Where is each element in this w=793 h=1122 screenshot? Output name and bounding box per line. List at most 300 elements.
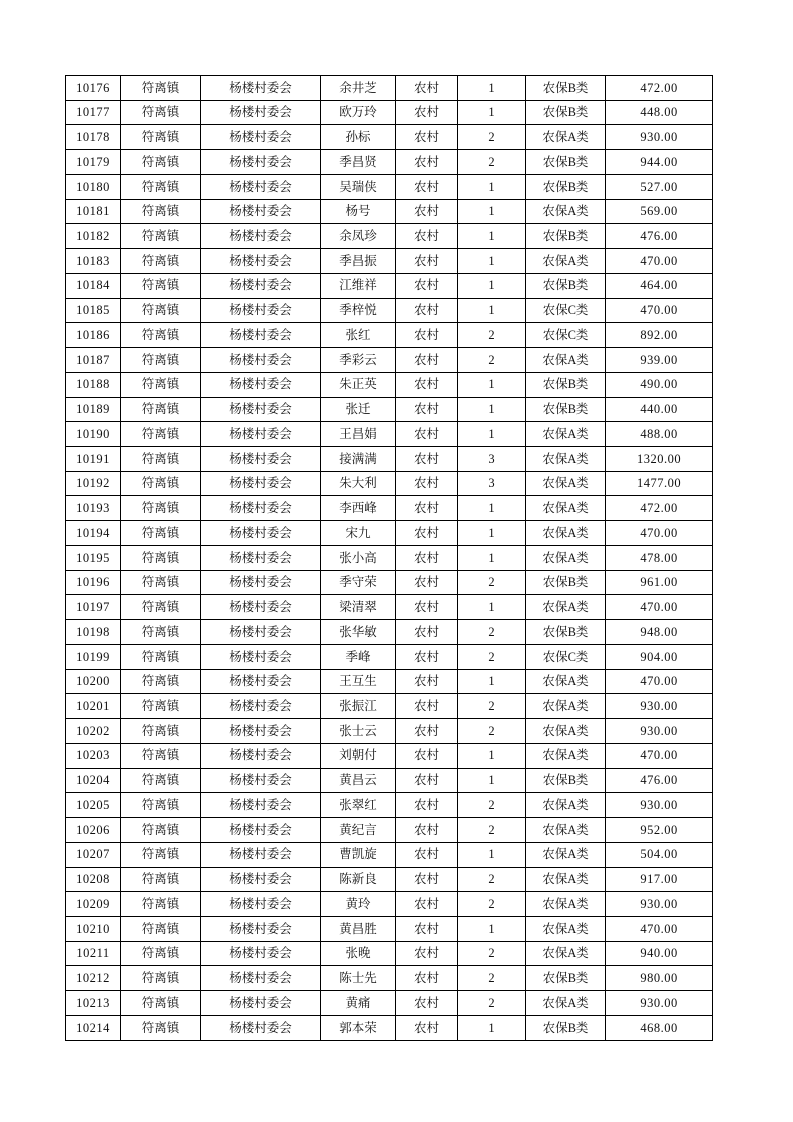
cell-name: 季昌贤 [321, 150, 396, 175]
cell-area_type: 农村 [396, 348, 458, 373]
cell-village: 杨楼村委会 [201, 818, 321, 843]
cell-category: 农保A类 [526, 842, 606, 867]
table-row [66, 545, 713, 570]
cell-town: 符离镇 [121, 249, 201, 274]
table-row [66, 941, 713, 966]
cell-id: 10190 [66, 422, 121, 447]
cell-amount: 1477.00 [606, 471, 713, 496]
table-row [66, 867, 713, 892]
cell-town: 符离镇 [121, 471, 201, 496]
cell-category: 农保B类 [526, 273, 606, 298]
cell-town: 符离镇 [121, 768, 201, 793]
cell-category: 农保A类 [526, 867, 606, 892]
cell-town: 符离镇 [121, 545, 201, 570]
cell-id: 10192 [66, 471, 121, 496]
table-row [66, 100, 713, 125]
cell-village: 杨楼村委会 [201, 521, 321, 546]
cell-category: 农保A类 [526, 669, 606, 694]
cell-area_type: 农村 [396, 719, 458, 744]
cell-area_type: 农村 [396, 570, 458, 595]
cell-town: 符离镇 [121, 323, 201, 348]
cell-count: 2 [458, 818, 526, 843]
cell-area_type: 农村 [396, 224, 458, 249]
cell-town: 符离镇 [121, 644, 201, 669]
cell-town: 符离镇 [121, 743, 201, 768]
cell-town: 符离镇 [121, 422, 201, 447]
cell-amount: 904.00 [606, 644, 713, 669]
table-row [66, 644, 713, 669]
cell-area_type: 农村 [396, 991, 458, 1016]
cell-category: 农保B类 [526, 570, 606, 595]
cell-town: 符离镇 [121, 669, 201, 694]
cell-count: 2 [458, 570, 526, 595]
cell-town: 符离镇 [121, 372, 201, 397]
cell-count: 1 [458, 768, 526, 793]
cell-category: 农保C类 [526, 644, 606, 669]
cell-area_type: 农村 [396, 471, 458, 496]
cell-name: 黄昌云 [321, 768, 396, 793]
cell-town: 符离镇 [121, 966, 201, 991]
cell-id: 10213 [66, 991, 121, 1016]
cell-name: 郭本荣 [321, 1015, 396, 1040]
cell-category: 农保A类 [526, 941, 606, 966]
cell-town: 符离镇 [121, 595, 201, 620]
cell-area_type: 农村 [396, 595, 458, 620]
cell-id: 10188 [66, 372, 121, 397]
cell-town: 符离镇 [121, 941, 201, 966]
cell-area_type: 农村 [396, 644, 458, 669]
table-row [66, 620, 713, 645]
cell-town: 符离镇 [121, 991, 201, 1016]
cell-village: 杨楼村委会 [201, 174, 321, 199]
cell-amount: 470.00 [606, 298, 713, 323]
cell-name: 朱大利 [321, 471, 396, 496]
cell-amount: 930.00 [606, 694, 713, 719]
cell-village: 杨楼村委会 [201, 298, 321, 323]
cell-village: 杨楼村委会 [201, 719, 321, 744]
cell-amount: 980.00 [606, 966, 713, 991]
cell-area_type: 农村 [396, 174, 458, 199]
cell-id: 10197 [66, 595, 121, 620]
cell-name: 黄纪言 [321, 818, 396, 843]
cell-name: 王昌娟 [321, 422, 396, 447]
cell-amount: 470.00 [606, 916, 713, 941]
cell-name: 吴瑞侠 [321, 174, 396, 199]
cell-id: 10201 [66, 694, 121, 719]
cell-village: 杨楼村委会 [201, 348, 321, 373]
cell-area_type: 农村 [396, 867, 458, 892]
cell-name: 杨号 [321, 199, 396, 224]
cell-id: 10203 [66, 743, 121, 768]
cell-area_type: 农村 [396, 694, 458, 719]
table-row [66, 348, 713, 373]
cell-town: 符离镇 [121, 397, 201, 422]
cell-name: 王互生 [321, 669, 396, 694]
cell-count: 2 [458, 620, 526, 645]
cell-count: 2 [458, 941, 526, 966]
cell-town: 符离镇 [121, 447, 201, 472]
cell-area_type: 农村 [396, 966, 458, 991]
cell-category: 农保B类 [526, 768, 606, 793]
cell-count: 1 [458, 595, 526, 620]
cell-amount: 939.00 [606, 348, 713, 373]
cell-area_type: 农村 [396, 793, 458, 818]
cell-amount: 1320.00 [606, 447, 713, 472]
cell-area_type: 农村 [396, 298, 458, 323]
cell-count: 2 [458, 719, 526, 744]
cell-category: 农保A类 [526, 447, 606, 472]
cell-count: 1 [458, 496, 526, 521]
table-row [66, 323, 713, 348]
cell-name: 余凤珍 [321, 224, 396, 249]
cell-id: 10182 [66, 224, 121, 249]
cell-count: 1 [458, 422, 526, 447]
cell-village: 杨楼村委会 [201, 743, 321, 768]
cell-town: 符离镇 [121, 842, 201, 867]
cell-area_type: 农村 [396, 941, 458, 966]
cell-id: 10209 [66, 892, 121, 917]
cell-name: 季守荣 [321, 570, 396, 595]
cell-amount: 478.00 [606, 545, 713, 570]
cell-id: 10187 [66, 348, 121, 373]
table-body [66, 76, 713, 1041]
cell-id: 10212 [66, 966, 121, 991]
table-row [66, 422, 713, 447]
cell-id: 10198 [66, 620, 121, 645]
cell-village: 杨楼村委会 [201, 966, 321, 991]
cell-category: 农保A类 [526, 125, 606, 150]
cell-town: 符离镇 [121, 224, 201, 249]
cell-name: 黄痛 [321, 991, 396, 1016]
cell-village: 杨楼村委会 [201, 669, 321, 694]
cell-amount: 476.00 [606, 224, 713, 249]
cell-category: 农保B类 [526, 372, 606, 397]
cell-town: 符离镇 [121, 496, 201, 521]
cell-amount: 468.00 [606, 1015, 713, 1040]
cell-town: 符离镇 [121, 620, 201, 645]
table-row [66, 991, 713, 1016]
cell-amount: 961.00 [606, 570, 713, 595]
cell-name: 欧万玲 [321, 100, 396, 125]
cell-area_type: 农村 [396, 521, 458, 546]
cell-name: 张迁 [321, 397, 396, 422]
cell-name: 刘朝付 [321, 743, 396, 768]
cell-category: 农保C类 [526, 298, 606, 323]
cell-area_type: 农村 [396, 669, 458, 694]
table-row [66, 76, 713, 101]
cell-id: 10193 [66, 496, 121, 521]
cell-count: 1 [458, 174, 526, 199]
table-row [66, 521, 713, 546]
cell-amount: 930.00 [606, 125, 713, 150]
table-row [66, 249, 713, 274]
table-row [66, 447, 713, 472]
table-row [66, 125, 713, 150]
cell-id: 10200 [66, 669, 121, 694]
cell-village: 杨楼村委会 [201, 1015, 321, 1040]
cell-amount: 930.00 [606, 793, 713, 818]
cell-category: 农保A类 [526, 422, 606, 447]
cell-amount: 930.00 [606, 991, 713, 1016]
cell-amount: 940.00 [606, 941, 713, 966]
cell-town: 符离镇 [121, 916, 201, 941]
cell-village: 杨楼村委会 [201, 768, 321, 793]
table-row [66, 595, 713, 620]
cell-name: 张华敏 [321, 620, 396, 645]
table-row [66, 768, 713, 793]
cell-village: 杨楼村委会 [201, 100, 321, 125]
cell-village: 杨楼村委会 [201, 150, 321, 175]
cell-name: 孙标 [321, 125, 396, 150]
cell-town: 符离镇 [121, 199, 201, 224]
cell-count: 1 [458, 743, 526, 768]
cell-id: 10177 [66, 100, 121, 125]
cell-count: 2 [458, 991, 526, 1016]
cell-category: 农保A类 [526, 743, 606, 768]
cell-amount: 490.00 [606, 372, 713, 397]
cell-count: 2 [458, 793, 526, 818]
cell-village: 杨楼村委会 [201, 397, 321, 422]
cell-name: 黄昌胜 [321, 916, 396, 941]
cell-town: 符离镇 [121, 1015, 201, 1040]
cell-village: 杨楼村委会 [201, 471, 321, 496]
cell-area_type: 农村 [396, 199, 458, 224]
cell-village: 杨楼村委会 [201, 595, 321, 620]
cell-category: 农保A类 [526, 892, 606, 917]
cell-name: 余井芝 [321, 76, 396, 101]
cell-id: 10202 [66, 719, 121, 744]
cell-amount: 952.00 [606, 818, 713, 843]
cell-category: 农保B类 [526, 1015, 606, 1040]
cell-area_type: 农村 [396, 249, 458, 274]
cell-amount: 476.00 [606, 768, 713, 793]
cell-category: 农保B类 [526, 397, 606, 422]
cell-category: 农保B类 [526, 174, 606, 199]
table-row [66, 966, 713, 991]
table-row [66, 496, 713, 521]
cell-town: 符离镇 [121, 125, 201, 150]
cell-category: 农保A类 [526, 249, 606, 274]
cell-count: 1 [458, 545, 526, 570]
cell-name: 黄玲 [321, 892, 396, 917]
cell-area_type: 农村 [396, 323, 458, 348]
cell-town: 符离镇 [121, 150, 201, 175]
cell-village: 杨楼村委会 [201, 76, 321, 101]
cell-id: 10184 [66, 273, 121, 298]
cell-town: 符离镇 [121, 174, 201, 199]
cell-category: 农保B类 [526, 966, 606, 991]
cell-area_type: 农村 [396, 150, 458, 175]
table-row [66, 570, 713, 595]
cell-town: 符离镇 [121, 76, 201, 101]
cell-name: 朱正英 [321, 372, 396, 397]
cell-id: 10210 [66, 916, 121, 941]
table-row [66, 273, 713, 298]
cell-town: 符离镇 [121, 521, 201, 546]
cell-id: 10185 [66, 298, 121, 323]
cell-amount: 944.00 [606, 150, 713, 175]
cell-id: 10191 [66, 447, 121, 472]
table-row [66, 669, 713, 694]
cell-category: 农保A类 [526, 916, 606, 941]
cell-name: 接满满 [321, 447, 396, 472]
cell-amount: 472.00 [606, 496, 713, 521]
cell-area_type: 农村 [396, 818, 458, 843]
cell-id: 10178 [66, 125, 121, 150]
cell-id: 10205 [66, 793, 121, 818]
cell-village: 杨楼村委会 [201, 916, 321, 941]
cell-village: 杨楼村委会 [201, 545, 321, 570]
cell-name: 季梓悦 [321, 298, 396, 323]
cell-category: 农保B类 [526, 100, 606, 125]
cell-category: 农保B类 [526, 620, 606, 645]
payment-table [65, 75, 713, 1041]
table-row [66, 793, 713, 818]
cell-id: 10214 [66, 1015, 121, 1040]
cell-id: 10208 [66, 867, 121, 892]
cell-area_type: 农村 [396, 76, 458, 101]
table-row [66, 892, 713, 917]
cell-village: 杨楼村委会 [201, 447, 321, 472]
cell-village: 杨楼村委会 [201, 372, 321, 397]
cell-count: 3 [458, 447, 526, 472]
table-row [66, 1015, 713, 1040]
cell-category: 农保B类 [526, 224, 606, 249]
cell-category: 农保A类 [526, 793, 606, 818]
cell-area_type: 农村 [396, 100, 458, 125]
cell-village: 杨楼村委会 [201, 125, 321, 150]
cell-id: 10196 [66, 570, 121, 595]
cell-town: 符离镇 [121, 694, 201, 719]
cell-area_type: 农村 [396, 422, 458, 447]
cell-id: 10194 [66, 521, 121, 546]
cell-town: 符离镇 [121, 719, 201, 744]
cell-town: 符离镇 [121, 867, 201, 892]
cell-village: 杨楼村委会 [201, 694, 321, 719]
cell-area_type: 农村 [396, 1015, 458, 1040]
cell-count: 1 [458, 521, 526, 546]
cell-count: 1 [458, 298, 526, 323]
cell-count: 1 [458, 1015, 526, 1040]
table-row [66, 224, 713, 249]
cell-category: 农保B类 [526, 150, 606, 175]
cell-count: 1 [458, 76, 526, 101]
cell-count: 2 [458, 644, 526, 669]
cell-amount: 504.00 [606, 842, 713, 867]
cell-area_type: 农村 [396, 372, 458, 397]
table-row [66, 372, 713, 397]
cell-town: 符离镇 [121, 298, 201, 323]
cell-amount: 470.00 [606, 521, 713, 546]
cell-id: 10183 [66, 249, 121, 274]
table-row [66, 719, 713, 744]
cell-amount: 448.00 [606, 100, 713, 125]
cell-count: 2 [458, 125, 526, 150]
table-row [66, 150, 713, 175]
cell-id: 10180 [66, 174, 121, 199]
cell-town: 符离镇 [121, 100, 201, 125]
cell-town: 符离镇 [121, 818, 201, 843]
cell-category: 农保A类 [526, 545, 606, 570]
cell-village: 杨楼村委会 [201, 422, 321, 447]
cell-count: 2 [458, 150, 526, 175]
table-row [66, 818, 713, 843]
cell-amount: 470.00 [606, 249, 713, 274]
cell-count: 1 [458, 397, 526, 422]
cell-amount: 569.00 [606, 199, 713, 224]
cell-area_type: 农村 [396, 916, 458, 941]
cell-village: 杨楼村委会 [201, 867, 321, 892]
cell-id: 10199 [66, 644, 121, 669]
cell-id: 10207 [66, 842, 121, 867]
cell-amount: 930.00 [606, 719, 713, 744]
cell-name: 江维祥 [321, 273, 396, 298]
cell-count: 1 [458, 273, 526, 298]
cell-name: 张翠红 [321, 793, 396, 818]
cell-category: 农保C类 [526, 323, 606, 348]
cell-category: 农保A类 [526, 521, 606, 546]
cell-town: 符离镇 [121, 892, 201, 917]
table-row [66, 199, 713, 224]
table-row [66, 397, 713, 422]
cell-count: 1 [458, 916, 526, 941]
cell-village: 杨楼村委会 [201, 644, 321, 669]
cell-count: 2 [458, 892, 526, 917]
cell-village: 杨楼村委会 [201, 496, 321, 521]
cell-village: 杨楼村委会 [201, 941, 321, 966]
cell-area_type: 农村 [396, 768, 458, 793]
cell-category: 农保A类 [526, 496, 606, 521]
cell-id: 10181 [66, 199, 121, 224]
table-row [66, 298, 713, 323]
cell-amount: 472.00 [606, 76, 713, 101]
cell-amount: 948.00 [606, 620, 713, 645]
cell-id: 10176 [66, 76, 121, 101]
table-row [66, 174, 713, 199]
cell-count: 1 [458, 224, 526, 249]
cell-amount: 488.00 [606, 422, 713, 447]
cell-name: 陈新良 [321, 867, 396, 892]
cell-count: 1 [458, 100, 526, 125]
cell-count: 2 [458, 323, 526, 348]
cell-amount: 470.00 [606, 669, 713, 694]
cell-name: 陈士先 [321, 966, 396, 991]
cell-town: 符离镇 [121, 273, 201, 298]
cell-count: 1 [458, 842, 526, 867]
cell-name: 宋九 [321, 521, 396, 546]
cell-count: 1 [458, 372, 526, 397]
cell-category: 农保A类 [526, 595, 606, 620]
table-row [66, 743, 713, 768]
cell-area_type: 农村 [396, 743, 458, 768]
cell-count: 1 [458, 669, 526, 694]
cell-area_type: 农村 [396, 842, 458, 867]
cell-name: 张士云 [321, 719, 396, 744]
cell-count: 2 [458, 694, 526, 719]
cell-count: 2 [458, 348, 526, 373]
cell-area_type: 农村 [396, 620, 458, 645]
cell-village: 杨楼村委会 [201, 793, 321, 818]
cell-town: 符离镇 [121, 348, 201, 373]
cell-area_type: 农村 [396, 273, 458, 298]
cell-amount: 917.00 [606, 867, 713, 892]
cell-village: 杨楼村委会 [201, 249, 321, 274]
cell-village: 杨楼村委会 [201, 570, 321, 595]
cell-category: 农保A类 [526, 199, 606, 224]
cell-name: 季峰 [321, 644, 396, 669]
cell-village: 杨楼村委会 [201, 991, 321, 1016]
cell-amount: 892.00 [606, 323, 713, 348]
